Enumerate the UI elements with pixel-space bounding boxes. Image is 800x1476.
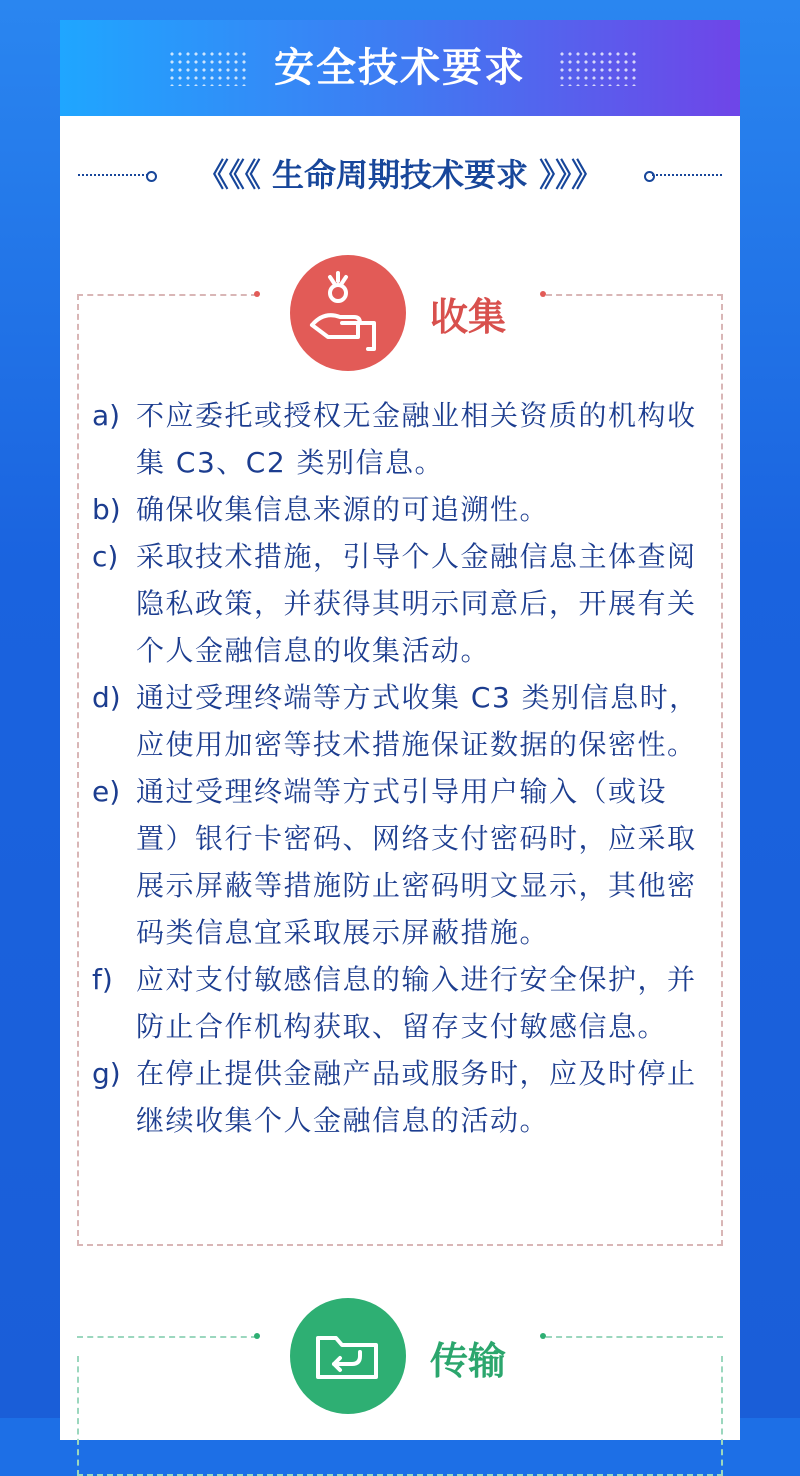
list-item: [92, 674, 712, 768]
item-label: d): [92, 681, 121, 714]
transmit-top-border-right: [546, 1336, 723, 1338]
item-text: 采取技术措施，引导个人金融信息主体查阅隐私政策，并获得其明示同意后，开展有关个人金融信息的收集活动。: [136, 540, 697, 667]
item-label: e): [92, 775, 121, 808]
subheading: [60, 150, 740, 200]
collect-items-list: [92, 392, 712, 1144]
transmit-border-dot-left: [254, 1333, 260, 1339]
item-text: 确保收集信息来源的可追溯性。: [136, 493, 550, 526]
item-text: 通过受理终端等方式引导用户输入（或设置）银行卡密码、网络支付密码时，应采取展示屏蔽等措施防止密码明文显示，其他密码类信息宜采取展示屏蔽措施。: [136, 775, 697, 949]
divider-right: [652, 174, 722, 176]
item-label: c): [92, 540, 119, 573]
item-text: 在停止提供金融产品或服务时，应及时停止继续收集个人金融信息的活动。: [136, 1057, 697, 1137]
transmit-icon-circle: [290, 1298, 406, 1414]
header-banner: [60, 20, 740, 116]
transmit-section-title: 传输: [430, 1339, 507, 1383]
subheading-title: 《《《 生命周期技术要求 》》》: [196, 156, 604, 194]
collect-border-dot-left: [254, 291, 260, 297]
list-item: [92, 1050, 712, 1144]
transmit-top-border-left: [77, 1336, 257, 1338]
list-item: [92, 392, 712, 486]
list-item: [92, 956, 712, 1050]
hand-coin-icon: [290, 255, 406, 371]
item-label: b): [92, 493, 121, 526]
page-title: 安全技术要求: [274, 45, 526, 91]
divider-dot-right: [644, 171, 655, 182]
list-item: [92, 533, 712, 674]
list-item: [92, 768, 712, 956]
divider-dot-left: [146, 171, 157, 182]
item-text: 通过受理终端等方式收集 C3 类别信息时，应使用加密等技术措施保证数据的保密性。: [136, 681, 699, 761]
collect-icon-circle: [290, 255, 406, 371]
content-card: [60, 20, 740, 1440]
folder-transfer-icon: [290, 1298, 406, 1414]
item-text: 应对支付敏感信息的输入进行安全保护，并防止合作机构获取、留存支付敏感信息。: [136, 963, 697, 1043]
divider-left: [78, 174, 148, 176]
item-label: g): [92, 1057, 121, 1090]
collect-top-border-left: [77, 294, 257, 296]
list-item: [92, 486, 712, 533]
item-label: a): [92, 399, 121, 432]
item-text: 不应委托或授权无金融业相关资质的机构收集 C3、C2 类别信息。: [136, 399, 697, 479]
collect-section-title: 收集: [430, 295, 507, 339]
item-label: f): [92, 963, 113, 996]
collect-top-border-right: [546, 294, 723, 296]
